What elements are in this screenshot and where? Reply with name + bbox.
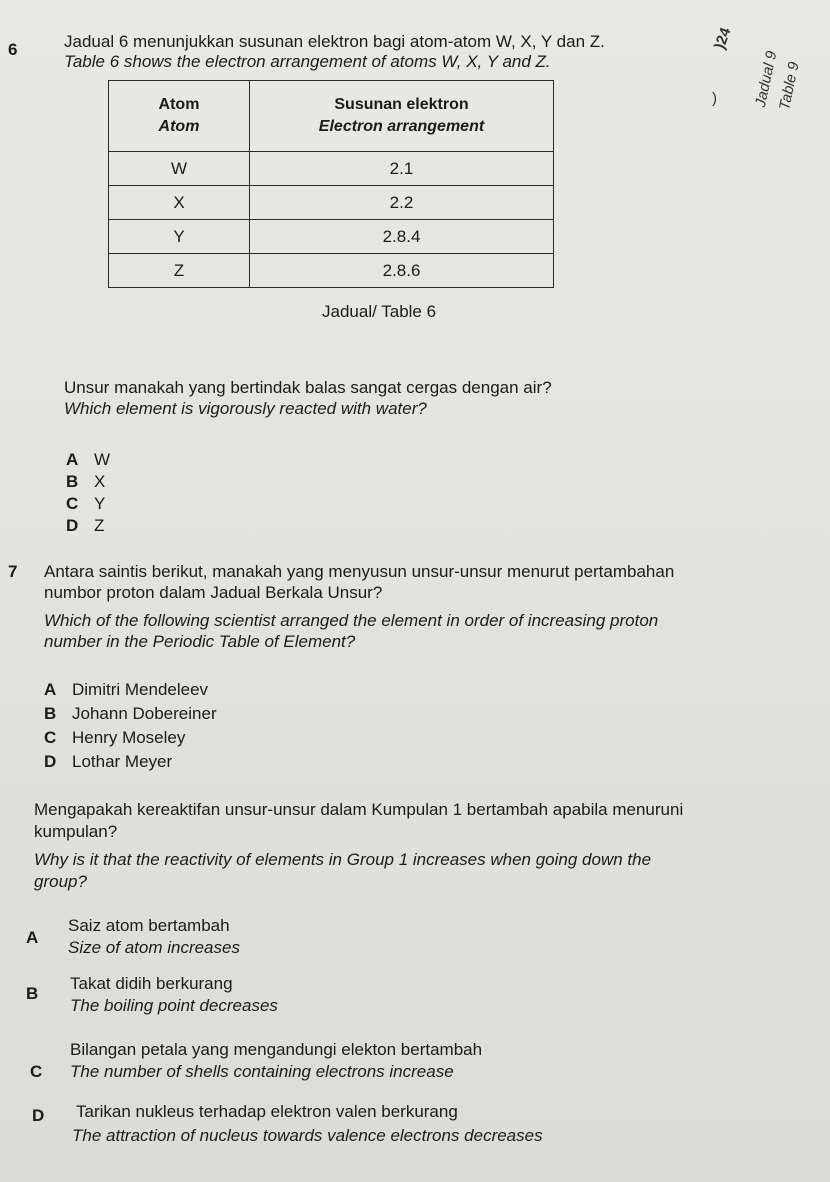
option-letter: C: [66, 494, 79, 513]
option-text: Henry Moseley: [72, 728, 186, 747]
option-text: W: [94, 450, 111, 469]
q6-option-a[interactable]: [66, 450, 110, 470]
option-letter: C: [30, 1062, 43, 1081]
option-text-ms: Saiz atom bertambah: [68, 916, 230, 935]
margin-table-label: Table 9: [776, 60, 803, 112]
margin-bracket: ): [712, 90, 717, 107]
q8-option-b[interactable]: [26, 974, 806, 1024]
table-row: [109, 254, 554, 288]
option-text-en: Size of atom increases: [68, 938, 240, 957]
arrangement-cell: 2.8.6: [250, 254, 554, 288]
option-letter: D: [66, 516, 79, 535]
question-7-stem-ms-2: numbor proton dalam Jadual Berkala Unsur?: [44, 583, 383, 602]
option-letter: D: [32, 1106, 45, 1125]
option-text-ms: Bilangan petala yang mengandungi elekton bertambah: [70, 1040, 483, 1059]
q7-option-a[interactable]: [44, 680, 208, 700]
margin-jadual-label: Jadual 9: [752, 49, 781, 109]
table-caption: Jadual/ Table 6: [322, 302, 437, 321]
question-8-stem-ms-2: kumpulan?: [34, 822, 118, 841]
table-row: [109, 152, 554, 186]
option-letter: C: [44, 728, 57, 747]
header-atom: [109, 81, 250, 152]
question-6-en: Which element is vigorously reacted with water?: [64, 399, 427, 418]
atom-cell: X: [109, 186, 250, 220]
q6-option-d[interactable]: [66, 516, 104, 536]
question-6-number: 6: [8, 40, 18, 59]
question-7-number: 7: [8, 562, 18, 581]
atom-cell: Y: [109, 220, 250, 254]
option-text-en: The number of shells containing electrons increase: [70, 1062, 454, 1081]
q7-option-b[interactable]: [44, 704, 217, 724]
arrangement-cell: 2.2: [250, 186, 554, 220]
table-header-row: [109, 81, 554, 152]
electron-arrangement-table: [108, 80, 554, 288]
header-arrangement: [250, 81, 554, 152]
header-atom-en: Atom: [158, 118, 200, 135]
option-letter: B: [44, 704, 57, 723]
option-letter: A: [26, 928, 39, 947]
option-letter: D: [44, 752, 57, 771]
option-text: Johann Dobereiner: [72, 704, 217, 723]
atom-cell: Z: [109, 254, 250, 288]
question-6-ms: Unsur manakah yang bertindak balas sangat cergas dengan air?: [64, 378, 552, 397]
question-6-stem-en: Table 6 shows the electron arrangement of atoms W, X, Y and Z.: [64, 52, 551, 71]
question-8-stem-ms-1: Mengapakah kereaktifan unsur-unsur dalam Kumpulan 1 bertambah apabila menuruni: [34, 800, 684, 819]
table-row: [109, 220, 554, 254]
q8-option-d[interactable]: [32, 1102, 812, 1152]
option-text-ms: Tarikan nukleus terhadap elektron valen berkurang: [76, 1102, 458, 1121]
question-6-stem-ms: Jadual 6 menunjukkan susunan elektron bagi atom-atom W, X, Y dan Z.: [64, 32, 605, 51]
option-letter: A: [44, 680, 57, 699]
table-row: [109, 186, 554, 220]
q6-option-b[interactable]: [66, 472, 105, 492]
option-text-ms: Takat didih berkurang: [70, 974, 233, 993]
q6-option-c[interactable]: [66, 494, 105, 514]
header-arrangement-ms: Susunan elektron: [334, 96, 469, 113]
q7-option-c[interactable]: [44, 728, 185, 748]
question-8-stem-en-1: Why is it that the reactivity of elements in Group 1 increases when going down the: [34, 850, 652, 869]
option-letter: B: [26, 984, 39, 1003]
page-number-fragment: )24: [711, 25, 735, 52]
option-text: Lothar Meyer: [72, 752, 173, 771]
question-8-stem-en-2: group?: [34, 872, 87, 891]
q8-option-c[interactable]: [30, 1040, 810, 1090]
atom-cell: W: [109, 152, 250, 186]
question-7-stem-en-2: number in the Periodic Table of Element?: [44, 632, 356, 651]
arrangement-cell: 2.8.4: [250, 220, 554, 254]
option-text: Y: [94, 494, 106, 513]
header-atom-ms: Atom: [158, 96, 200, 113]
option-text: X: [94, 472, 106, 491]
q7-option-d[interactable]: [44, 752, 172, 772]
option-text: Z: [94, 516, 105, 535]
option-text-en: The attraction of nucleus towards valence electrons decreases: [72, 1126, 543, 1145]
question-7-stem-ms-1: Antara saintis berikut, manakah yang menyusun unsur-unsur menurut pertambahan: [44, 562, 675, 581]
option-letter: A: [66, 450, 79, 469]
q8-option-a[interactable]: [26, 916, 806, 966]
option-text-en: The boiling point decreases: [70, 996, 278, 1015]
option-letter: B: [66, 472, 79, 491]
header-arrangement-en: Electron arrangement: [318, 118, 485, 135]
arrangement-cell: 2.1: [250, 152, 554, 186]
option-text: Dimitri Mendeleev: [72, 680, 209, 699]
question-7-stem-en-1: Which of the following scientist arranged the element in order of increasing proton: [44, 611, 659, 630]
